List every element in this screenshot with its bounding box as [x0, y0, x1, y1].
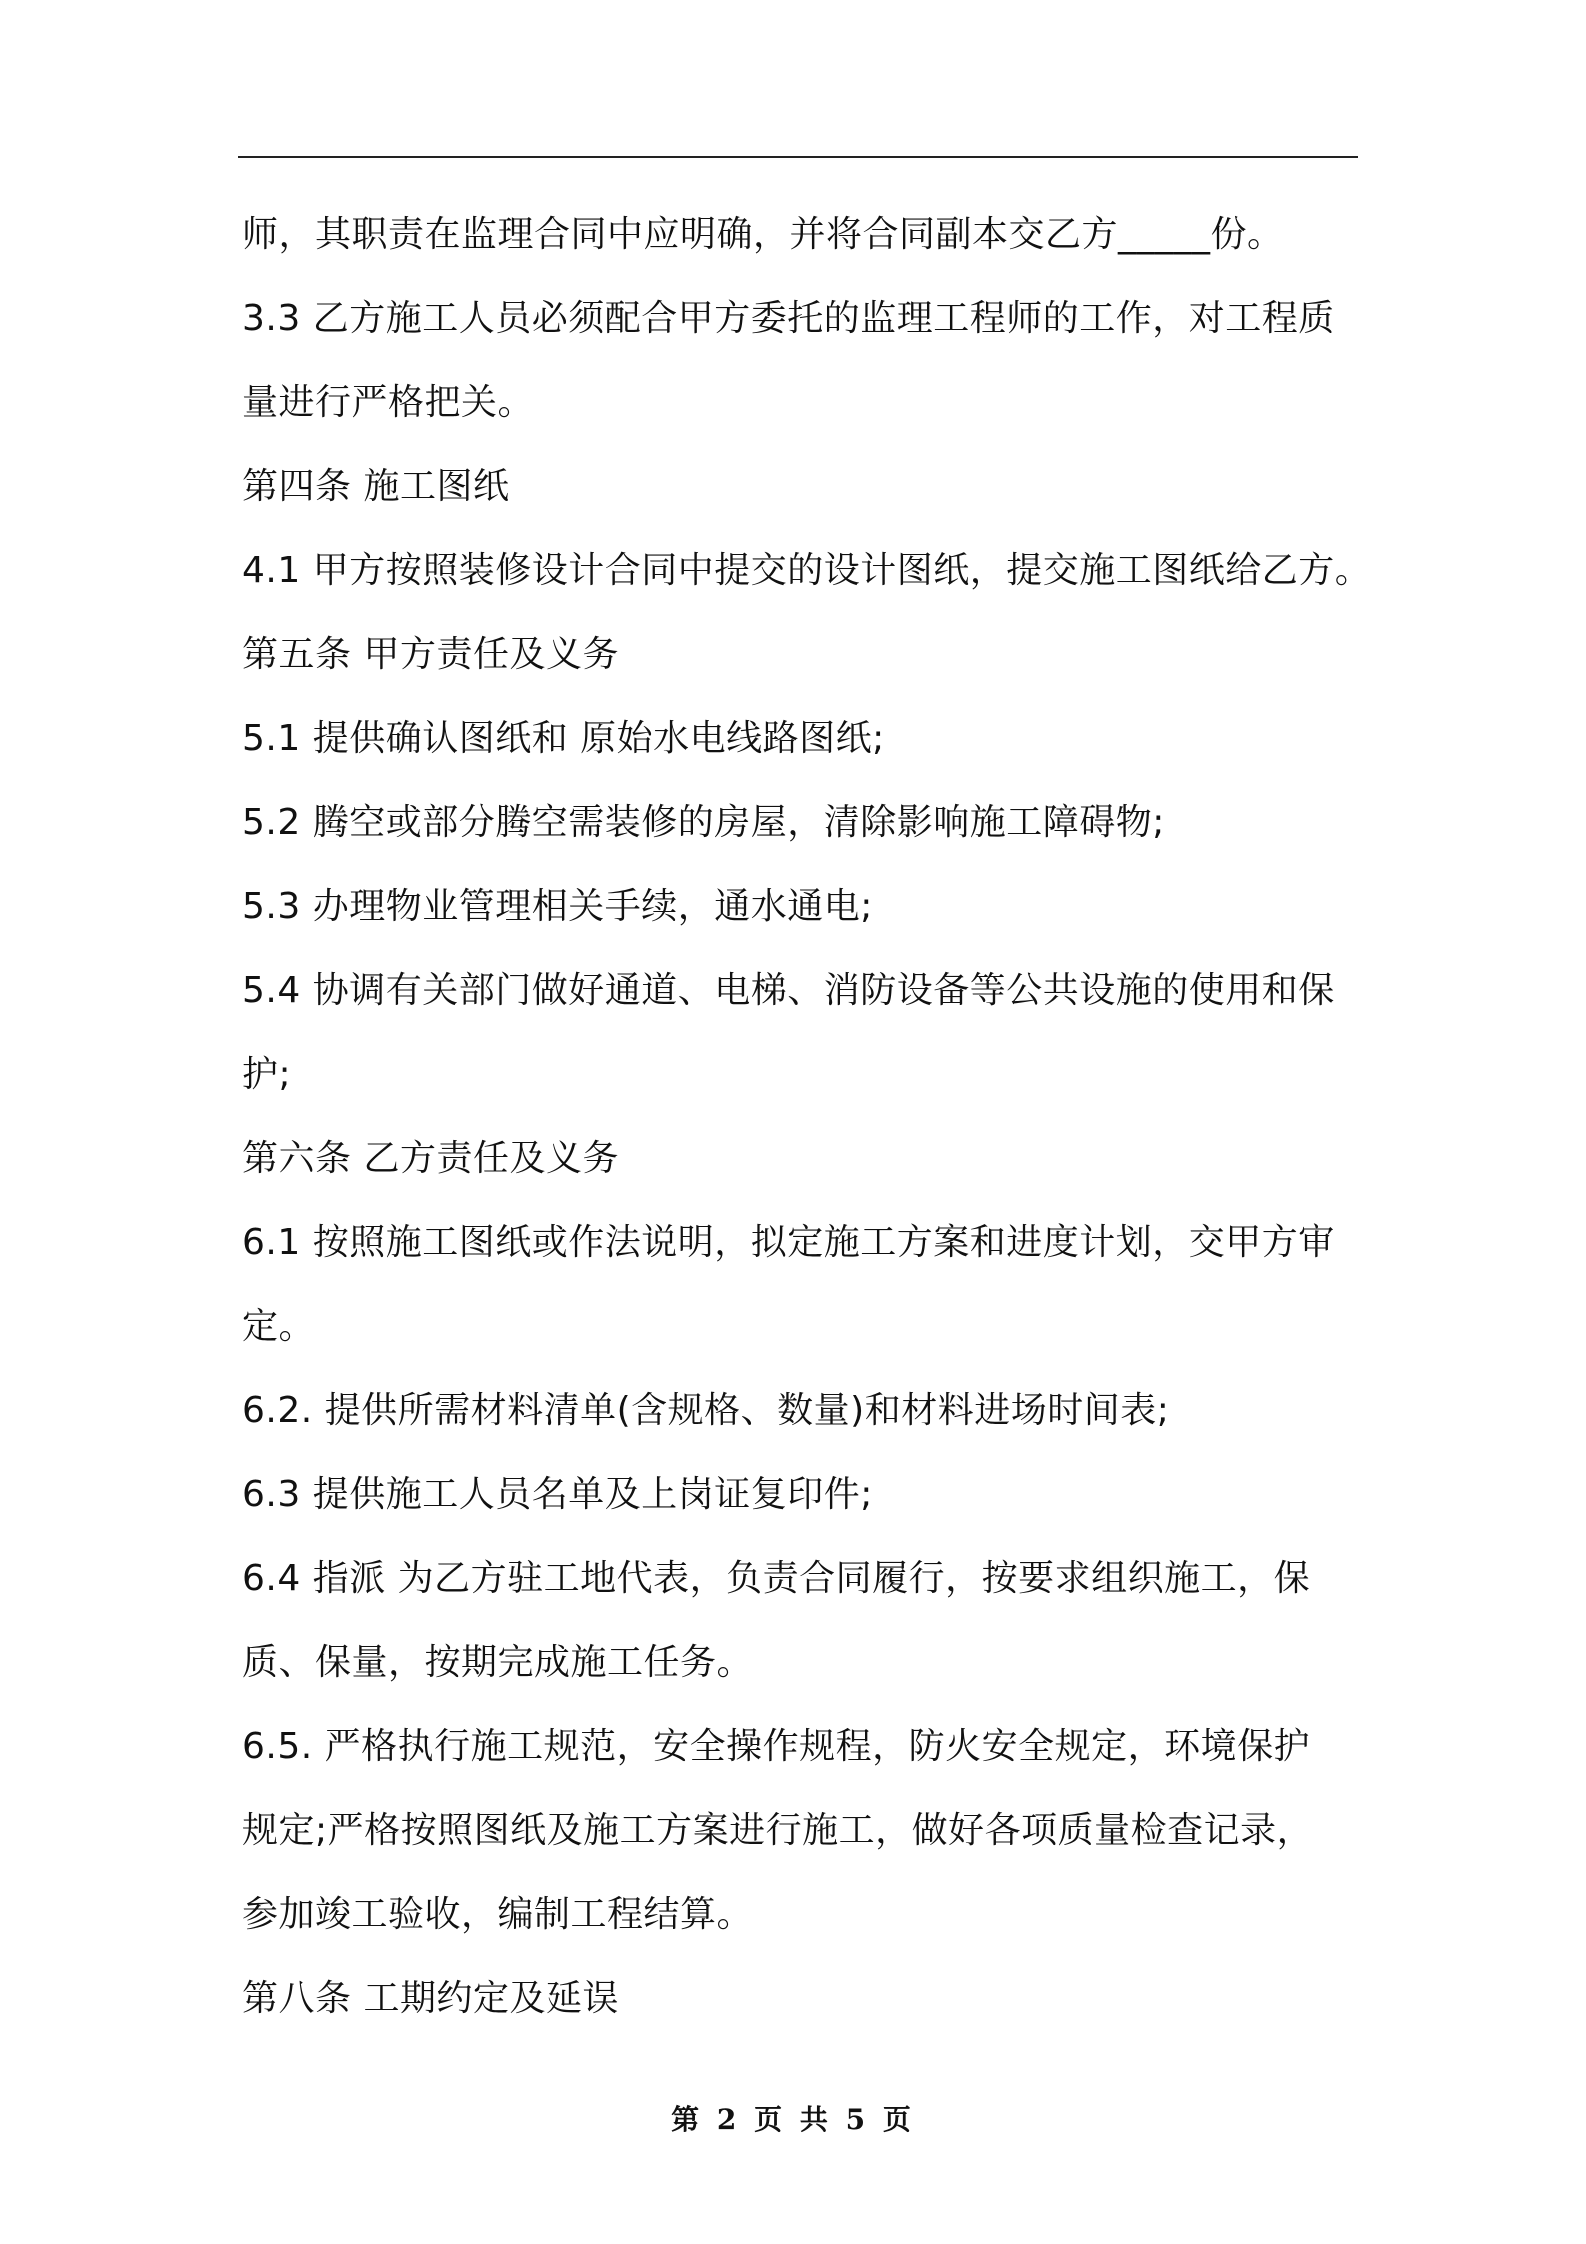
text-line: 5.2 腾空或部分腾空需装修的房屋，清除影响施工障碍物;: [242, 802, 1165, 843]
text-line: 师，其职责在监理合同中应明确，并将合同副本交乙方_____份。: [242, 214, 1284, 255]
section-heading: 第六条 乙方责任及义务: [242, 1138, 619, 1179]
section-heading: 第八条 工期约定及延误: [242, 1978, 619, 2019]
text-line: 6.1 按照施工图纸或作法说明，拟定施工方案和进度计划，交甲方审: [242, 1222, 1335, 1263]
text-line: 5.3 办理物业管理相关手续，通水通电;: [242, 886, 873, 927]
text-line: 6.5. 严格执行施工规范，安全操作规程，防火安全规定，环境保护: [242, 1726, 1311, 1767]
text-line: 6.4 指派 为乙方驻工地代表，负责合同履行，按要求组织施工，保: [242, 1558, 1311, 1599]
page-number: 第 2 页 共 5 页: [671, 2103, 915, 2136]
text-line: 规定;严格按照图纸及施工方案进行施工，做好各项质量检查记录，: [242, 1810, 1314, 1851]
text-line: 6.2. 提供所需材料清单(含规格、数量)和材料进场时间表;: [242, 1390, 1170, 1431]
text-line: 定。: [242, 1306, 316, 1347]
text-line: 护;: [242, 1054, 292, 1095]
text-line: 5.1 提供确认图纸和 原始水电线路图纸;: [242, 718, 885, 759]
document-body: [242, 193, 1372, 2041]
text-line: 质、保量，按期完成施工任务。: [242, 1642, 754, 1683]
text-line: 6.3 提供施工人员名单及上岗证复印件;: [242, 1474, 873, 1515]
text-line: 3.3 乙方施工人员必须配合甲方委托的监理工程师的工作，对工程质: [242, 298, 1335, 339]
text-line: 量进行严格把关。: [242, 382, 535, 423]
text-line: 4.1 甲方按照装修设计合同中提交的设计图纸，提交施工图纸给乙方。: [242, 550, 1372, 591]
section-heading: 第四条 施工图纸: [242, 466, 510, 507]
text-line: 参加竣工验收，编制工程结算。: [242, 1894, 754, 1935]
text-line: 5.4 协调有关部门做好通道、电梯、消防设备等公共设施的使用和保: [242, 970, 1335, 1011]
section-heading: 第五条 甲方责任及义务: [242, 634, 619, 675]
header-rule: [238, 156, 1358, 158]
